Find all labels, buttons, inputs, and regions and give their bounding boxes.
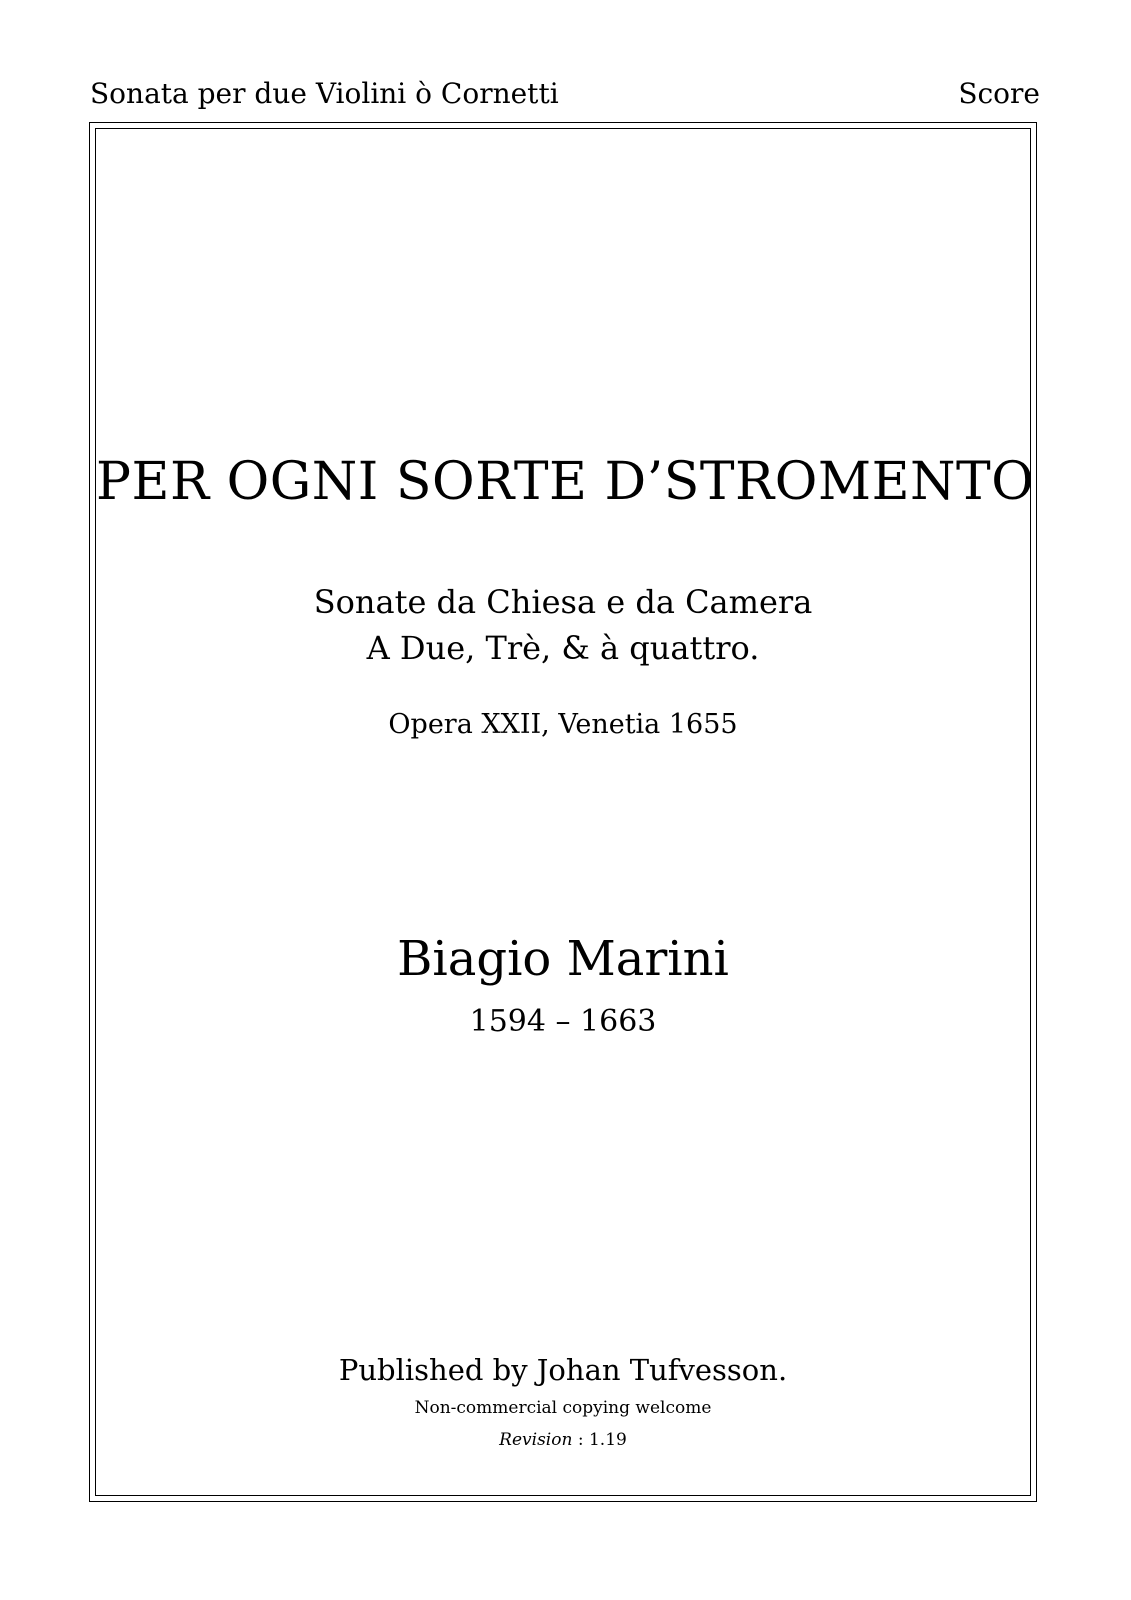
running-header-title: Sonata per due Violini ò Cornetti <box>90 77 559 110</box>
collection-subtitle-line-1: Sonate da Chiesa e da Camera <box>313 583 813 621</box>
revision-line <box>96 1429 1030 1451</box>
running-header-part: Score <box>958 77 1040 110</box>
title-frame-inner <box>95 128 1035 1496</box>
opus-info: Opera XXII, Venetia 1655 <box>388 709 738 740</box>
composer-dates: 1594 – 1663 <box>469 1004 657 1039</box>
revision-value: 1.19 <box>588 1430 627 1450</box>
collection-title: PER OGNI SORTE D’STROMENTO <box>96 452 1035 512</box>
composer-name: Biagio Marini <box>397 931 729 987</box>
collection-subtitle-line-2: A Due, Trè, & à quattro. <box>366 629 760 667</box>
revision-label: Revision <box>499 1430 573 1450</box>
publisher-line: Published by Johan Tufvesson. <box>338 1353 788 1387</box>
copying-note: Non-commercial copying welcome <box>414 1398 712 1418</box>
revision-separator: : <box>572 1430 589 1450</box>
